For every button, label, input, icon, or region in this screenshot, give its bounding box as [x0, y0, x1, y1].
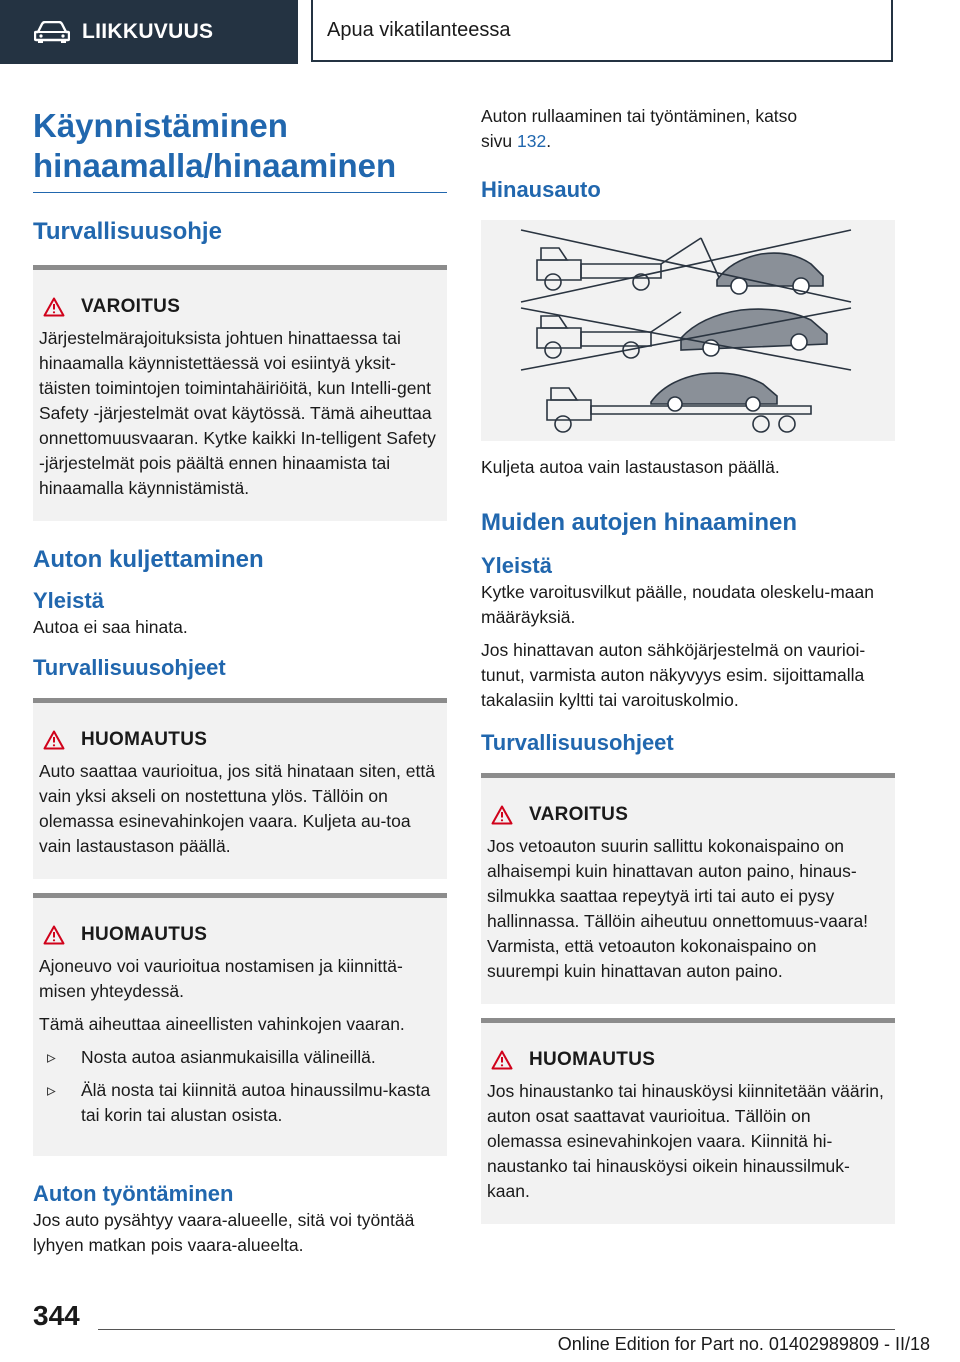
safety-notes-heading: Turvallisuusohjeet [33, 655, 226, 680]
tow-truck-caption: Kuljeta autoa vain lastaustason päällä. [481, 457, 780, 477]
general-text: Jos hinattavan auton sähköjärjestelmä on vaurioi-tunut, varmista auton näkyvyys esim. sijoittamalla takalasiin kyltti tai varoituskolmio. [481, 640, 866, 710]
safety-heading: Turvallisuusohje [33, 218, 222, 245]
warning-box [33, 265, 447, 521]
push-heading: Auton työntäminen [33, 1181, 234, 1206]
notice-text: Ajoneuvo voi vaurioitua nostamisen ja kiinnittä-misen yhteydessä. [39, 956, 403, 1001]
warning-text: Jos vetoauton suurin sallittu kokonaispaino on alhaisempi kuin hinattavan auton paino, hinaus-silmukka saattaa repeytyä irti tai auto ei pysy hallinnassa. Tällöin aiheutuu onnettomuus-vaara! Varmista, että vetoauton kokonaispaino on suurempi kuin hinattavan auton paino. [487, 836, 869, 981]
tow-truck-heading: Hinausauto [481, 177, 601, 202]
section-tab [0, 0, 298, 64]
general-heading: Yleistä [33, 588, 104, 613]
footer-rule [98, 1329, 895, 1330]
warning-triangle-icon [43, 297, 65, 317]
left-column [33, 100, 447, 1258]
general-heading: Yleistä [481, 553, 552, 578]
page-title: Käynnistäminen hinaamalla/hinaaminen [33, 106, 447, 193]
bullet-triangle-icon: ▹ [47, 1047, 56, 1067]
bullet-triangle-icon: ▹ [47, 1080, 56, 1100]
notice-box [481, 1018, 895, 1224]
chapter-tab [311, 0, 893, 62]
roll-text: Auton rullaaminen tai työntäminen, katso sivu 132. [481, 106, 798, 151]
tow-truck-diagram [481, 220, 895, 441]
section-title: LIIKKUVUUS [82, 20, 214, 43]
warning-label: VAROITUS [81, 296, 181, 317]
push-text: Jos auto pysähtyy vaara-alueelle, sitä voi työntää lyhyen matkan pois vaara-alueelta. [33, 1210, 415, 1255]
warning-triangle-icon [43, 925, 65, 945]
notice-box [33, 698, 447, 879]
general-text: Kytke varoitusvilkut päälle, noudata oleskelu-maan määräyksiä. [481, 582, 874, 627]
warning-triangle-icon [491, 805, 513, 825]
warning-triangle-icon [43, 730, 65, 750]
general-text: Autoa ei saa hinata. [33, 617, 188, 637]
bullet-list [39, 1045, 441, 1128]
list-item: ▹ Nosta autoa asianmukaisilla välineillä. [39, 1045, 441, 1070]
notice-text: Tämä aiheuttaa aineellisten vahinkojen vaaran. [39, 1014, 405, 1034]
warning-triangle-icon [491, 1050, 513, 1070]
safety-notes-heading: Turvallisuusohjeet [481, 730, 674, 755]
page-number: 344 [33, 1300, 80, 1331]
list-item: ▹ Älä nosta tai kiinnitä autoa hinaussilmu-kasta tai korin tai alustan osista. [39, 1078, 441, 1128]
warning-label: VAROITUS [529, 804, 629, 825]
chapter-title: Apua vikatilanteessa [327, 18, 511, 41]
notice-label: HUOMAUTUS [529, 1049, 656, 1070]
other-heading: Muiden autojen hinaaminen [481, 509, 798, 536]
notice-box [33, 893, 447, 1156]
tow-truck-illustration [481, 220, 895, 441]
warning-text: Järjestelmärajoituksista johtuen hinattaessa tai hinaamalla käynnistettäessä voi esiintyä yksit-täisten toimintojen toimintahäiriöitä, kun Intelli-gent Safety -järjestelmät ovat käytössä. Tämä aiheuttaa onnettomuusvaaran. Kytke kaikki In-telligent Safety -järjestelmät pois päältä ennen hinaamista tai hinaamalla käynnistämistä. [39, 328, 436, 498]
transport-heading: Auton kuljettaminen [33, 546, 264, 573]
notice-text: Jos hinaustanko tai hinausköysi kiinnitetään väärin, auton osat saattavat vaurioitua. Tällöin on olemassa esinevahinkojen vaara. Kiinnitä hi-naustanko tai hinausköysi oikein hinaussilmuk-kaan. [487, 1081, 884, 1201]
notice-text: Auto saattaa vaurioitua, jos sitä hinataan siten, että vain yksi akseli on nostettuna ylös. Tällöin on olemassa esinevahinkojen vaara. Kuljeta au-toa vain lastaustason päällä. [39, 761, 435, 856]
right-column [481, 100, 895, 1224]
notice-label: HUOMAUTUS [81, 729, 208, 750]
page-reference-link[interactable]: 132 [517, 131, 547, 151]
warning-box [481, 773, 895, 1004]
car-icon [34, 21, 70, 43]
notice-label: HUOMAUTUS [81, 924, 208, 945]
edition-note: Online Edition for Part no. 01402989809 - II/18 [557, 1334, 930, 1354]
